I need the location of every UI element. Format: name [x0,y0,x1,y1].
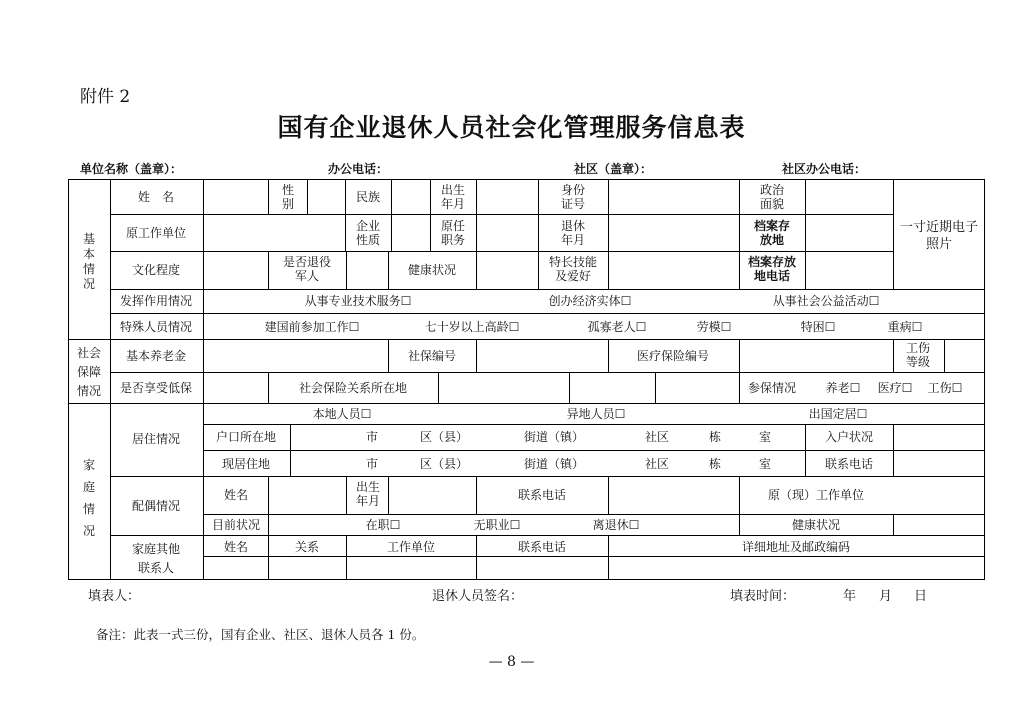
education-label: 文化程度 [131,263,181,277]
special-option-model-worker[interactable]: 劳模☐ [696,320,732,334]
form-title: 国有企业退休人员社会化管理服务信息表 [277,113,746,142]
skills-label: 特长技能及爱好 [548,255,597,283]
health-label: 健康状况 [407,263,457,277]
social-security-no-label: 社保编号 [407,349,457,363]
year-label: 年 [843,589,857,604]
current-status-label: 目前状况 [211,518,261,532]
day-label: 日 [914,589,928,604]
spouse-name-label: 姓名 [223,488,249,502]
residence-option-abroad[interactable]: 出国定居☐ [808,407,868,421]
spouse-label: 配偶情况 [131,499,181,513]
community-phone-label: 社区办公电话： [782,162,867,176]
archive-phone-label: 档案存放地电话 [747,255,796,283]
hukou-city: 市 [365,430,379,444]
insured-option-medical[interactable]: 医疗☐ [877,381,913,395]
social-insurance-location-label: 社会保险关系所在地 [298,381,408,395]
status-option-employed[interactable]: 在职☐ [365,518,401,532]
insured-label: 参保情况 [747,381,797,395]
month-label: 月 [879,589,893,604]
medical-insurance-no-label: 医疗保险编号 [636,349,710,363]
photo-placeholder: 一寸近期电子照片 [899,220,978,252]
hukou-street: 街道（镇） [523,430,585,444]
section-family-label: 家庭情况 [82,458,95,538]
special-label: 特殊人员情况 [119,320,193,334]
insured-option-pension[interactable]: 养老☐ [825,381,861,395]
retiree-signature-label: 退休人员签名： [432,589,524,604]
status-option-unemployed[interactable]: 无职业☐ [473,518,521,532]
special-option-pre-1949[interactable]: 建国前参加工作☐ [264,320,360,334]
section-social-security-label: 社会保障情况 [76,346,101,398]
gender-label: 性别 [281,183,294,211]
political-status-label: 政治面貌 [759,183,784,211]
community-label: 社区（盖章）： [574,162,653,176]
fill-time-label: 填表时间： [730,589,796,604]
enterprise-nature-label: 企业性质 [355,219,380,247]
special-option-widowed-elderly[interactable]: 孤寡老人☐ [587,320,647,334]
former-unit-label: 原工作单位 [125,226,187,240]
role-option-public-welfare[interactable]: 从事社会公益活动☐ [772,294,880,308]
spouse-health-label: 健康状况 [791,518,841,532]
remark-note: 备注：此表一式三份，国有企业、社区、退休人员各 1 份。 [96,627,425,642]
pension-label: 基本养老金 [125,349,187,363]
name-label: 姓 名 [137,190,175,204]
hukou-building: 栋 [708,430,722,444]
other-name-header: 姓名 [223,540,249,554]
former-post-label: 原任职务 [440,219,465,247]
current-building: 栋 [708,457,722,471]
status-option-retired[interactable]: 离退休☐ [592,518,640,532]
current-district: 区（县） [419,457,469,471]
archive-place-label: 档案存放地 [753,219,790,247]
hukou-community: 社区 [644,430,670,444]
id-number-label: 身份证号 [560,183,585,211]
office-phone-label: 办公电话： [328,162,389,176]
current-city: 市 [365,457,379,471]
veteran-label: 是否退役军人 [282,255,331,283]
residence-option-nonlocal[interactable]: 异地人员☐ [566,407,626,421]
hukou-room: 室 [758,430,772,444]
section-basic-label: 基本情况 [82,232,95,291]
current-street: 街道（镇） [523,457,585,471]
low-income-label: 是否享受低保 [119,381,193,395]
special-option-hardship[interactable]: 特困☐ [800,320,836,334]
injury-level-label: 工伤等级 [905,341,930,369]
current-community: 社区 [644,457,670,471]
role-option-tech-service[interactable]: 从事专业技术服务☐ [304,294,412,308]
role-option-economic-entity[interactable]: 创办经济实体☐ [548,294,632,308]
insured-option-injury[interactable]: 工伤☐ [927,381,963,395]
spouse-unit-label: 原（现）工作单位 [767,488,865,502]
special-option-serious-illness[interactable]: 重病☐ [887,320,923,334]
special-option-over-70[interactable]: 七十岁以上高龄☐ [424,320,520,334]
unit-name-label: 单位名称（盖章）： [80,162,183,176]
other-phone-header: 联系电话 [517,540,567,554]
filler-label: 填表人： [88,589,141,604]
retire-date-label: 退休年月 [560,219,585,247]
role-label: 发挥作用情况 [119,294,193,308]
hukou-status-label: 入户状况 [824,430,874,444]
spouse-phone-label: 联系电话 [517,488,567,502]
other-relation-header: 关系 [294,540,320,554]
attachment-label: 附件 2 [80,87,131,107]
hukou-label: 户口所在地 [215,430,277,444]
current-address-label: 现居住地 [221,457,271,471]
other-unit-header: 工作单位 [386,540,436,554]
spouse-birth-label: 出生年月 [355,480,380,508]
residence-label: 居住情况 [131,432,181,446]
hukou-district: 区（县） [419,430,469,444]
page-number: — 8 — [488,654,535,670]
ethnicity-label: 民族 [355,190,381,204]
current-room: 室 [758,457,772,471]
birth-label: 出生年月 [440,183,465,211]
residence-option-local[interactable]: 本地人员☐ [312,407,372,421]
contact-phone-label: 联系电话 [824,457,874,471]
other-address-header: 详细地址及邮政编码 [741,540,851,554]
other-contacts-label: 家庭其他联系人 [131,542,180,575]
